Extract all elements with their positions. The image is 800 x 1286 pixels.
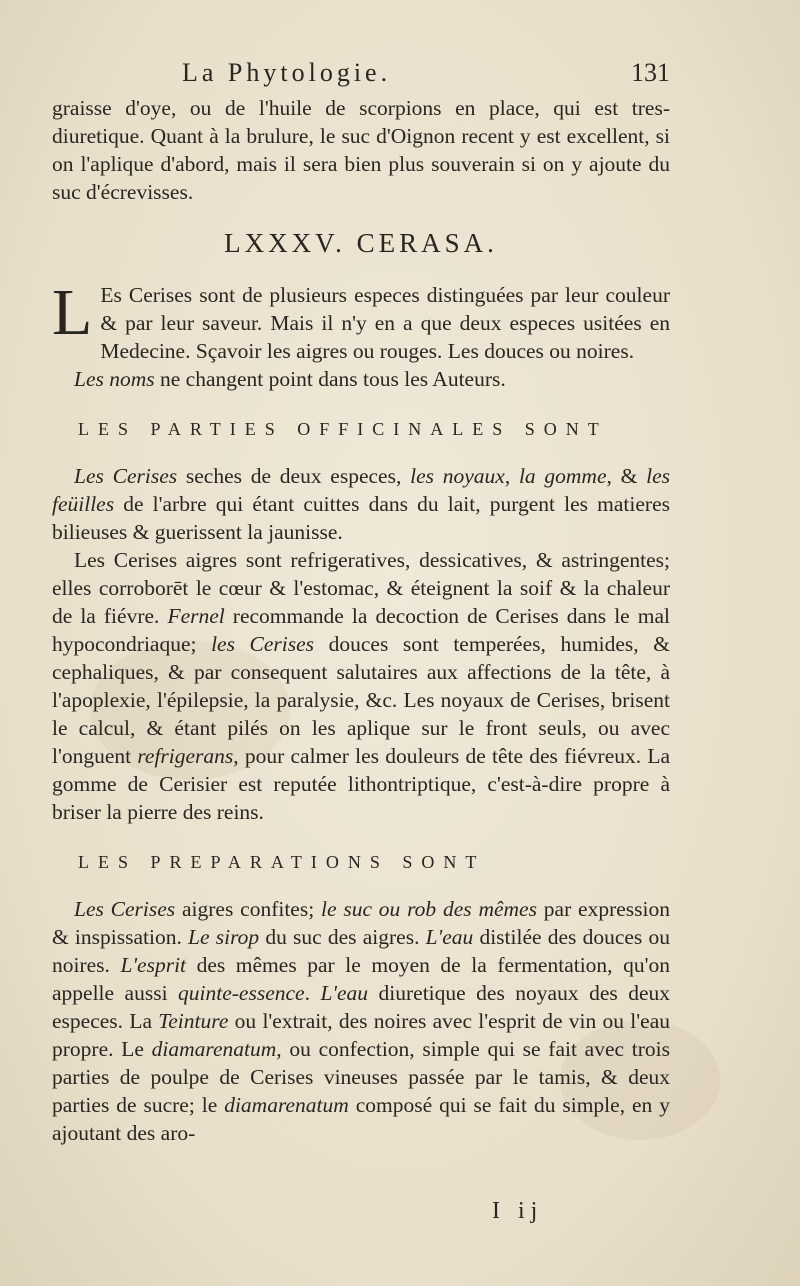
names-text: ne changent point dans tous les Auteurs. (154, 367, 506, 391)
text-run: , & (606, 464, 647, 488)
italic-term: la gomme (518, 464, 607, 488)
text-run: , pour calmer les douleurs de tête des fiévreux. La gomme de Cerisier est reputée lithontriptique, c'est-à-dire propre à briser la pierre des reins. (52, 744, 670, 824)
italic-term: Le sirop (188, 925, 260, 949)
italic-term: Les Cerises (74, 464, 178, 488)
intro-paragraph (52, 94, 670, 206)
text-run: douces sont temperées, humides, & cephaliques, & par consequent salutaires aux affections de la tête, à l'apoplexie, l'épilepsie, la paralysie, &c. Les noyaux de Cerises, brisent le calcul, & étant pilés on les aplique sur le front seuls, ou avec l'onguent (52, 632, 670, 768)
text-block (52, 58, 670, 1147)
italic-term: L'esprit (120, 953, 187, 977)
officinal-paragraph-1 (52, 462, 670, 546)
article-intro (52, 276, 670, 393)
italic-term: les feüilles (52, 464, 670, 516)
article-paragraph (52, 276, 670, 365)
italic-term: le suc ou rob des mêmes (321, 897, 537, 921)
running-head (182, 58, 670, 88)
text-run: ou l'extrait, des noires avec l'esprit de vin ou l'eau propre. Le (52, 1009, 670, 1061)
preparations-section (52, 895, 670, 1147)
article-heading: LXXXV. CERASA. (224, 228, 498, 258)
running-title: La Phytologie. (182, 58, 392, 87)
italic-term: les Cerises (211, 632, 315, 656)
italic-term: diamarenatum (224, 1093, 349, 1117)
names-label: Les noms (74, 367, 155, 391)
preparations-heading: LES PREPARATIONS SONT (78, 852, 486, 872)
italic-term: L'eau (320, 981, 369, 1005)
italic-term: quinte-essence (178, 981, 305, 1005)
italic-term: les noyaux (410, 464, 505, 488)
officinal-heading: LES PARTIES OFFICINALES SONT (78, 419, 608, 439)
signature-mark: I ij (492, 1198, 544, 1224)
text-run: des mêmes par le moyen de la fermentation, qu'on appelle aussi (52, 953, 670, 1005)
text-run: seches de deux especes, (177, 464, 411, 488)
text-run: par expression & inspissation. (52, 897, 670, 949)
page-number: 131 (631, 58, 670, 87)
text-run: Les Cerises aigres sont refrigeratives, dessicatives, & astringentes; elles corroborēt le cœur & l'estomac, & éteignent la soif & la chaleur de la fiévre. (52, 548, 670, 628)
article-paragraph-text: Es Cerises sont de plusieurs especes distinguées par leur couleur & par leur saveur. Mais il n'y en a que deux especes usitées en Medecine. Sçavoir les aigres ou rouges. Les douces ou noires. (100, 283, 670, 363)
text-run: recommande la decoction de Cerises dans le mal hypocondriaque; (52, 604, 670, 656)
italic-term: Teinture (158, 1009, 229, 1033)
text-run: distilée des douces ou noires. (52, 925, 670, 977)
italic-term: diamarenatum (151, 1037, 277, 1061)
text-run: du suc des aigres. (259, 925, 426, 949)
text-run: composé qui se fait du simple, en y ajoutant des aro- (52, 1093, 670, 1145)
text-run: de l'arbre qui étant cuittes dans du lait, purgent les matieres bilieuses & guerissent la jaunisse. (52, 492, 670, 544)
drop-cap: L (52, 276, 93, 349)
officinal-section (52, 462, 670, 826)
italic-term: L'eau (425, 925, 474, 949)
italic-term: Les Cerises (74, 897, 176, 921)
text-run: . (304, 981, 321, 1005)
text-run: aigres confites; (175, 897, 321, 921)
names-paragraph (52, 365, 670, 393)
intro-text: graisse d'oye, ou de l'huile de scorpions en place, qui est tres-diuretique. Quant à la brulure, le suc d'Oignon recent y est excellent, si on l'aplique d'abord, mais il sera bien plus souverain si on y ajoute du suc d'écrevisses. (52, 96, 670, 204)
officinal-paragraph-2 (52, 546, 670, 826)
preparations-paragraph (52, 895, 670, 1147)
text-run: , (504, 464, 519, 488)
text-run: , ou confection, simple qui se fait avec trois parties de poulpe de Cerises vineuses passée par le tamis, & deux parties de sucre; le (52, 1037, 670, 1117)
italic-term: refrigerans (137, 744, 234, 768)
italic-term: Fernel (167, 604, 225, 628)
text-run: diuretique des noyaux des deux especes. La (52, 981, 671, 1033)
